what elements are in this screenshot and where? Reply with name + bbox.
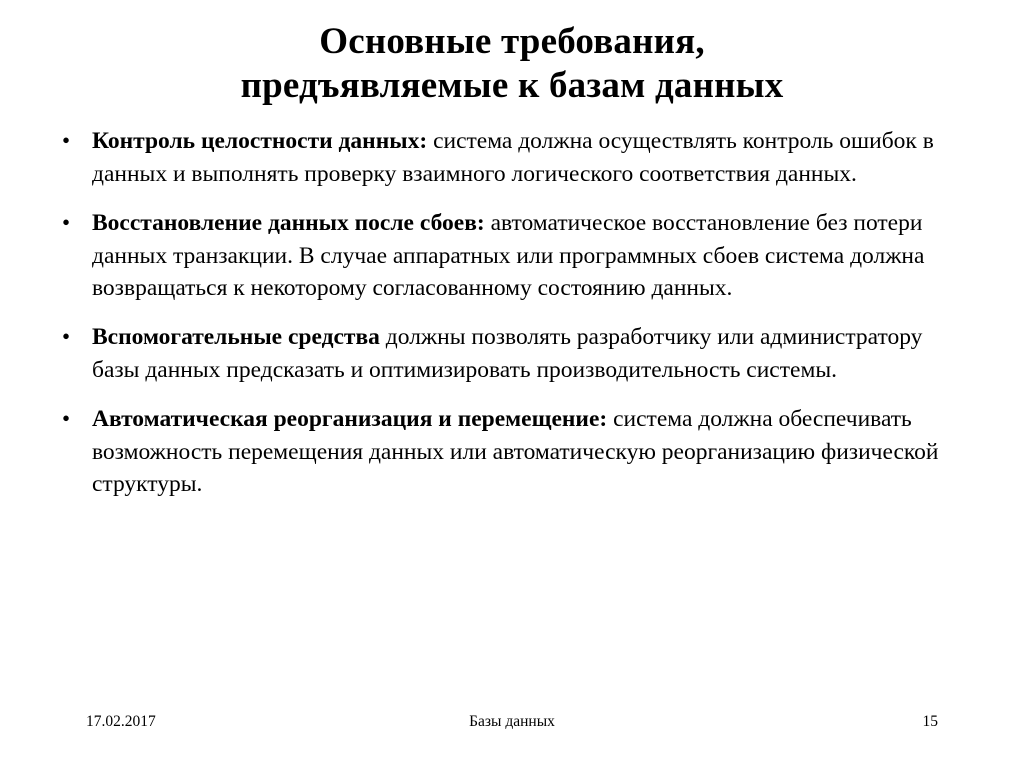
list-item-lead: Восстановление данных после сбоев: [92,210,485,237]
list-item-lead: Автоматическая реорганизация и перемещение: [92,406,608,433]
list-item-lead: Вспомогательные средства [92,324,380,351]
bullet-list [40,125,984,767]
footer-date: 17.02.2017 [86,713,156,730]
footer-title: Базы данных [469,713,555,730]
bullet-dot-icon: • [62,210,71,236]
list-item [48,403,966,500]
list-item-text: автоматическое восстановление без потери данных транзакции. В случае аппаратных или программных сбоев система должна возвращаться к некоторому согласованному состоянию данных. [92,210,925,301]
list-item [48,125,966,190]
list-item [48,207,966,304]
bullet-dot-icon: • [62,128,71,154]
bullet-dot-icon: • [62,324,71,350]
bullet-dot-icon: • [62,406,71,432]
list-item-text: должны позволять разработчику или администратору базы данных предсказать и оптимизировать производительность системы. [92,324,923,383]
page-title-line-1: Основные требования, [319,21,705,62]
slide-footer [0,711,1024,733]
list-item-text: система должна обеспечивать возможность перемещения данных или автоматическую реорганизацию физической структуры. [92,406,939,498]
page-title-line-2: предъявляемые к базам данных [240,64,784,106]
list-item-lead: Контроль целостности данных: [92,128,428,155]
list-item [48,321,966,386]
list-item-text: система должна осуществлять контроль ошибок в данных и выполнять проверку взаимного логического соответствия данных. [92,128,934,187]
page-title [40,20,984,107]
footer-page-number: 15 [922,713,938,730]
